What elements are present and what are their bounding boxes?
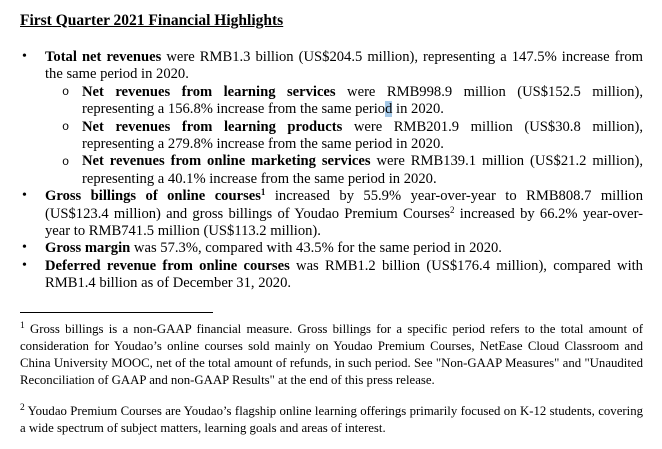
item-text: was 57.3%, compared with 43.5% for the same period in 2020. [130, 240, 502, 257]
item-bold-lead: Gross billings of online courses [45, 188, 261, 205]
item-text: in 2020. [392, 101, 444, 118]
selection-highlight: d [385, 101, 393, 118]
bullet-glyph: • [22, 240, 27, 256]
item-bold-lead: Gross margin [45, 240, 131, 257]
bullet-glyph: • [22, 257, 27, 273]
bullet-glyph: • [22, 188, 27, 204]
bullet-glyph: • [22, 49, 27, 64]
list-item-gross-billings [20, 188, 643, 240]
circle-bullet-glyph: o [62, 154, 70, 169]
item-text: were RMB201.9 million (US$30.8 million), representing a 279.8% increase from the same period in 2020. [82, 118, 643, 153]
item-text: was RMB1.2 billion (US$176.4 million), compared with RMB1.4 billion as of December 31, 2020. [45, 257, 643, 292]
item-text: were RMB998.9 million (US$152.5 million), representing a 156.8% increase from the same perio [82, 83, 643, 118]
item-bold-lead: Net revenues from learning products [82, 118, 343, 135]
footnote-text: Youdao Premium Courses are Youdao’s flagship online learning offerings primarily focused on K-12 students, covering a wide spectrum of subject matters, learning goals and areas of interest. [20, 403, 643, 435]
footnote-ref-1: 1 [260, 187, 266, 198]
list-item-deferred-revenue [20, 258, 643, 293]
footnote-separator [20, 312, 213, 313]
circle-bullet-glyph: o [62, 85, 70, 100]
footnote-marker-2: 2 [20, 402, 25, 413]
item-bold-lead: Net revenues from online marketing services [82, 153, 371, 170]
list-item-learning-services [20, 84, 643, 119]
item-bold-lead: Deferred revenue from online courses [45, 257, 290, 274]
list-item-learning-products [20, 119, 643, 154]
list-item-online-marketing [20, 153, 643, 188]
highlights-list [20, 49, 643, 293]
footnote-ref-2: 2 [450, 204, 455, 215]
footnote-2 [20, 403, 643, 437]
page-title: First Quarter 2021 Financial Highlights [20, 12, 284, 29]
list-item-gross-margin [20, 240, 643, 257]
footnote-1 [20, 321, 643, 390]
circle-bullet-glyph: o [62, 120, 70, 135]
footnote-marker-1: 1 [20, 320, 25, 331]
list-item-total-net-revenues [20, 49, 643, 84]
footnote-text: Gross billings is a non-GAAP financial measure. Gross billings for a specific period refers to the total amount of consideration for Youdao’s online courses sold mainly on Youdao Premium Courses, NetEase Cloud Classroom and China University MOOC, net of the total amount of refunds, in such period. See "Non-GAAP Measures" and "Unaudited Reconciliation of GAAP and non-GAAP Results" at the end of this press release. [20, 321, 643, 388]
item-text: were RMB139.1 million (US$21.2 million), representing a 40.1% increase from the same period in 2020. [82, 153, 643, 187]
item-text: were RMB1.3 billion (US$204.5 million), representing a 147.5% increase from the same period in 2020. [45, 49, 643, 83]
item-text: increased by 66.2% year-over-year to RMB741.5 million (US$113.2 million). [45, 205, 643, 240]
item-text: increased by 55.9% year-over-year to RMB808.7 million (US$123.4 million) and gross billings of Youdao Premium Courses [45, 188, 643, 222]
item-bold-lead: Net revenues from learning services [82, 83, 336, 100]
item-bold-lead: Total net revenues [45, 49, 162, 65]
